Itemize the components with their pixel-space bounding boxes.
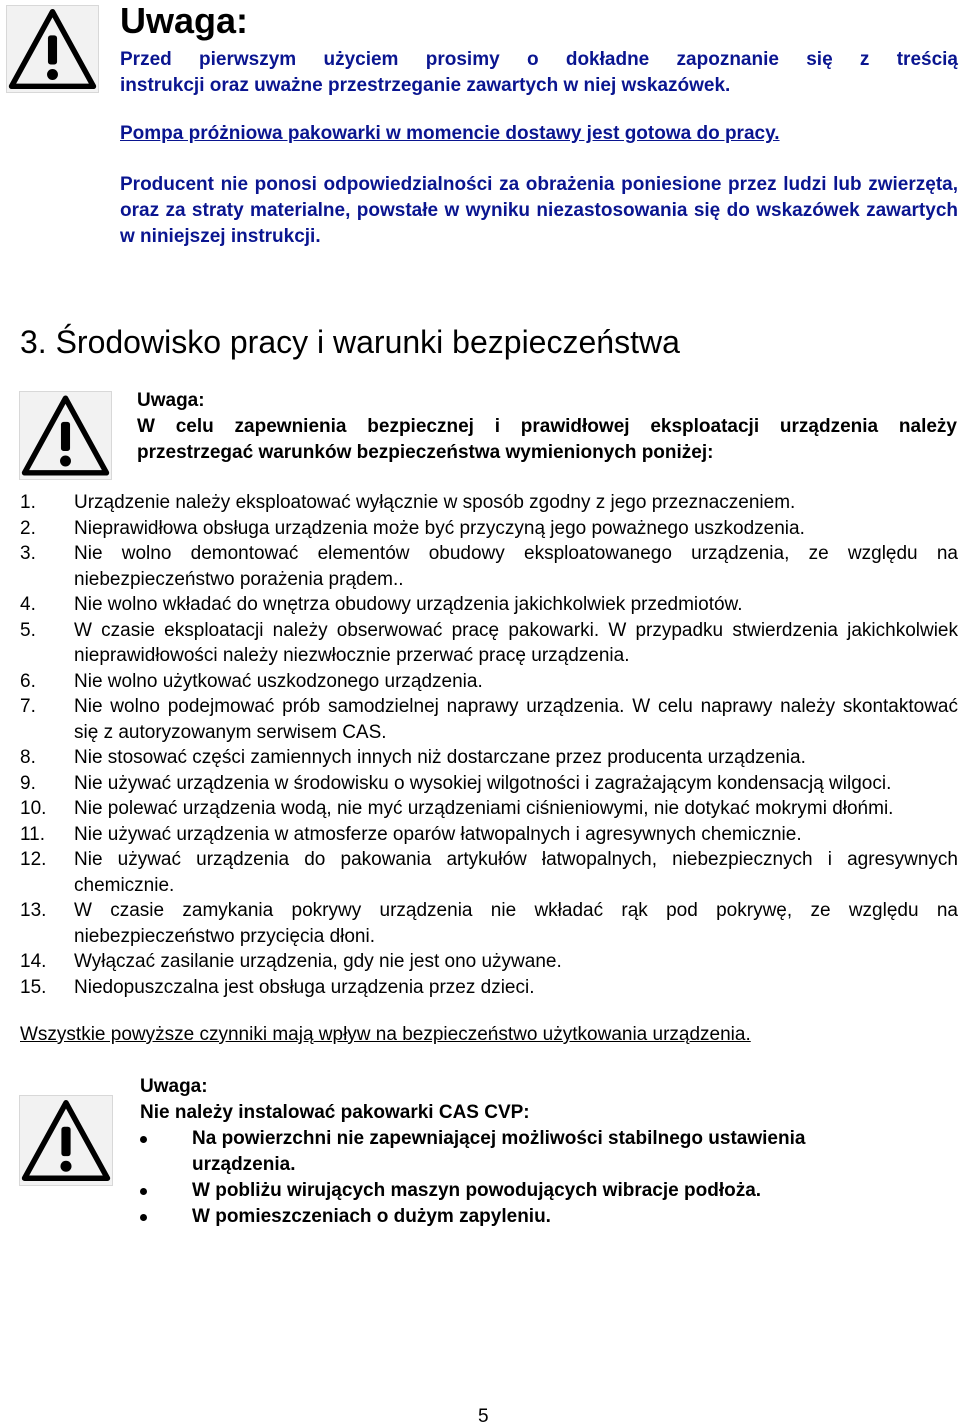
- list-item-text: Nie wolno użytkować uszkodzonego urządzenia.: [74, 670, 483, 692]
- list-item: [140, 1178, 860, 1204]
- pump-ready-note: Pompa próżniowa pakowarki w momencie dostawy jest gotowa do pracy.: [120, 123, 780, 144]
- list-item-number: 3.: [20, 543, 36, 564]
- list-item-text: Nie wolno wkładać do wnętrza obudowy urządzenia jakichkolwiek przedmiotów.: [74, 594, 743, 615]
- section-warning-line2: przestrzegać warunków bezpieczeństwa wymienionych poniżej:: [137, 442, 714, 463]
- list-item-text: Nie wolno podejmować prób samodzielnej naprawy urządzenia. W celu naprawy należy skontaktować się z autoryzowanym serwisem CAS.: [74, 696, 958, 743]
- list-item-text: Nieprawidłowa obsługa urządzenia może być przyczyną jego poważnego uszkodzenia.: [74, 517, 805, 539]
- list-item: [20, 745, 958, 771]
- bottom-warning-icon: [19, 1095, 113, 1186]
- top-warning-intro: [120, 47, 958, 99]
- warning-triangle-icon: [7, 6, 98, 92]
- list-item: [20, 771, 958, 797]
- list-item-number: 14.: [20, 951, 47, 972]
- list-item-number: 10.: [20, 798, 47, 819]
- page-number: 5: [478, 1406, 489, 1427]
- safety-rules-list: [20, 490, 958, 1000]
- list-item-number: 9.: [20, 772, 36, 794]
- warning-triangle-icon: [20, 392, 111, 479]
- section-warning-text: [137, 414, 957, 466]
- list-item: [140, 1126, 860, 1178]
- section-warning-line1: W celu zapewnienia bezpiecznej i prawidłowej eksploatacji urządzenia należy: [137, 416, 957, 437]
- list-item: [20, 847, 958, 898]
- bottom-warning-heading: Nie należy instalować pakowarki CAS CVP:: [140, 1102, 530, 1123]
- list-item-text: Nie używać urządzenia w środowisku o wysokiej wilgotności i zagrażającym kondensacją wilgoci.: [74, 772, 892, 794]
- list-item: [140, 1204, 860, 1230]
- list-item-number: 6.: [20, 670, 36, 692]
- top-warning-icon: [6, 5, 99, 93]
- list-item-text: Niedopuszczalna jest obsługa urządzenia przez dzieci.: [74, 976, 535, 998]
- list-item: [20, 796, 958, 822]
- list-item: [20, 516, 958, 542]
- list-item-number: 7.: [20, 696, 36, 717]
- section-heading: 3. Środowisko pracy i warunki bezpieczeństwa: [20, 324, 680, 360]
- list-item-text: Nie wolno demontować elementów obudowy eksploatowanego urządzenia, ze względu na niebezpieczeństwo porażenia prądem..: [74, 543, 958, 590]
- bullet-icon: [140, 1188, 147, 1195]
- list-item-number: 15.: [20, 976, 47, 998]
- list-item: [20, 490, 958, 516]
- list-item-text: Wyłączać zasilanie urządzenia, gdy nie jest ono używane.: [74, 951, 562, 972]
- top-warning-intro-line2: instrukcji oraz uważne przestrzeganie zawartych w niej wskazówek.: [120, 75, 731, 96]
- list-item-text: Urządzenie należy eksploatować wyłącznie w sposób zgodny z jego przeznaczeniem.: [74, 492, 796, 513]
- safety-summary: Wszystkie powyższe czynniki mają wpływ na bezpieczeństwo użytkowania urządzenia.: [20, 1024, 751, 1045]
- list-item-number: 4.: [20, 594, 36, 615]
- list-item-text: Nie używać urządzenia w atmosferze oparów łatwopalnych i agresywnych chemicznie.: [74, 823, 802, 845]
- list-item: [20, 669, 958, 695]
- list-item-number: 1.: [20, 492, 36, 513]
- liability-note: Producent nie ponosi odpowiedzialności za obrażenia poniesione przez ludzi lub zwierzęta, oraz za straty materialne, powstałe w wyniku niezastosowania się do wskazówek zawartych w niniejszej instrukcji.: [120, 174, 958, 247]
- bottom-warning-label: Uwaga:: [140, 1076, 208, 1097]
- section-warning-icon: [19, 391, 112, 480]
- top-warning-intro-line1: Przed pierwszym użyciem prosimy o dokładne zapoznanie się z treścią: [120, 49, 958, 70]
- list-item-text: Nie stosować części zamiennych innych niż dostarczane przez producenta urządzenia.: [74, 747, 806, 768]
- list-item: [20, 949, 958, 975]
- list-item: [20, 822, 958, 848]
- list-item-text: W pomieszczeniach o dużym zapyleniu.: [192, 1206, 551, 1227]
- installation-restrictions-list: [140, 1126, 860, 1230]
- list-item: [20, 541, 958, 592]
- list-item-text: W pobliżu wirujących maszyn powodujących wibracje podłoża.: [192, 1180, 762, 1201]
- list-item-text: Na powierzchni nie zapewniającej możliwości stabilnego ustawienia urządzenia.: [192, 1128, 806, 1175]
- list-item-text: W czasie eksploatacji należy obserwować pracę pakowarki. W przypadku stwierdzenia jakichkolwiek nieprawidłowości należy niezwłocznie przerwać pracę urządzenia.: [74, 619, 958, 666]
- list-item-number: 11.: [20, 823, 46, 845]
- top-warning-title: Uwaga:: [120, 0, 249, 41]
- list-item: [20, 898, 958, 949]
- list-item-text: Nie używać urządzenia do pakowania artykułów łatwopalnych, niebezpiecznych i agresywnych chemicznie.: [74, 849, 958, 896]
- list-item: [20, 694, 958, 745]
- list-item-number: 12.: [20, 849, 47, 870]
- list-item: [20, 975, 958, 1001]
- section-warning-label: Uwaga:: [137, 390, 205, 411]
- list-item-text: W czasie zamykania pokrywy urządzenia nie wkładać rąk pod pokrywę, ze względu na niebezpieczeństwo przycięcia dłoni.: [74, 900, 958, 947]
- warning-triangle-icon: [20, 1096, 112, 1185]
- list-item-number: 8.: [20, 747, 36, 768]
- list-item-number: 13.: [20, 900, 47, 921]
- list-item-text: Nie polewać urządzenia wodą, nie myć urządzeniami ciśnieniowymi, nie dotykać mokrymi dłońmi.: [74, 798, 894, 819]
- list-item: [20, 592, 958, 618]
- bullet-icon: [140, 1214, 147, 1221]
- list-item: [20, 618, 958, 669]
- bullet-icon: [140, 1136, 147, 1143]
- list-item-number: 5.: [20, 619, 36, 641]
- list-item-number: 2.: [20, 517, 36, 539]
